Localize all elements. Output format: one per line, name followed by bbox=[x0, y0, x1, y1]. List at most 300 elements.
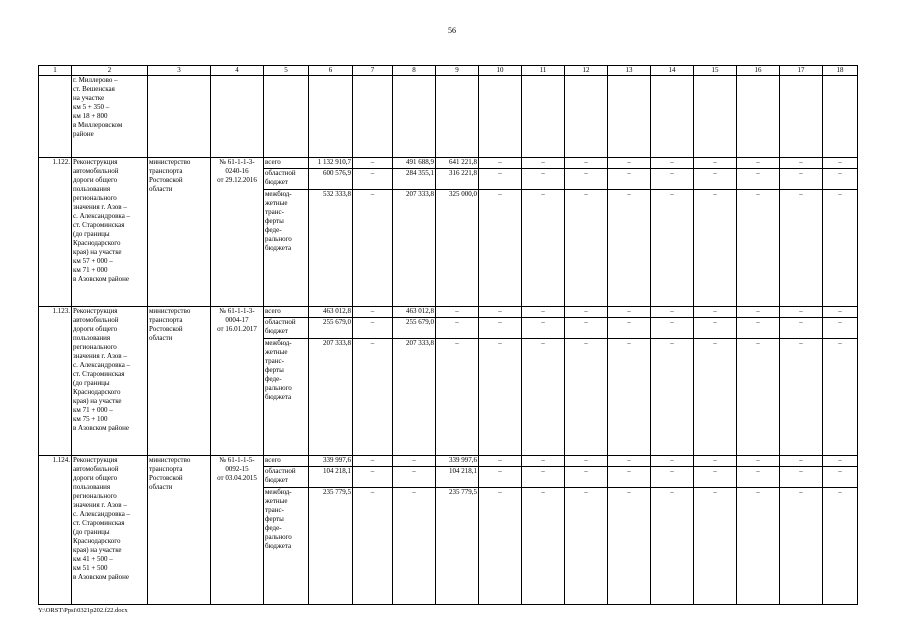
empty-mark: – bbox=[541, 158, 545, 166]
column-number: 7 bbox=[353, 66, 393, 76]
column-number: 5 bbox=[264, 66, 309, 76]
cell-line: жетные bbox=[265, 497, 288, 505]
amount-value: 339 997,6 bbox=[323, 456, 351, 464]
amount-value: 600 576,9 bbox=[323, 169, 351, 177]
dash-cell bbox=[565, 488, 608, 605]
amount-value: 491 688,9 bbox=[406, 158, 434, 166]
amount-cell bbox=[436, 169, 479, 190]
cell-line: № 61-1-1-3- bbox=[219, 307, 255, 315]
table-row bbox=[39, 307, 858, 318]
empty-mark: – bbox=[799, 307, 803, 315]
empty-mark: – bbox=[670, 190, 674, 198]
cell-empty bbox=[264, 76, 309, 158]
row-number-cell bbox=[39, 307, 72, 456]
cell-empty bbox=[694, 76, 737, 158]
dash-cell bbox=[651, 339, 694, 456]
column-number: 12 bbox=[565, 66, 608, 76]
amount-cell bbox=[393, 488, 436, 605]
cell-line: № 61-1-1-3- bbox=[219, 158, 255, 166]
column-number: 18 bbox=[823, 66, 858, 76]
amount-cell bbox=[436, 307, 479, 318]
cell-empty bbox=[353, 76, 393, 158]
amount-cell bbox=[353, 318, 393, 339]
cell-line: пользования bbox=[73, 483, 111, 491]
cell-line: области bbox=[149, 334, 173, 342]
cell-line: бюджет bbox=[265, 178, 288, 186]
empty-mark: – bbox=[838, 339, 842, 347]
cell-line: транспорта bbox=[149, 167, 183, 175]
empty-mark: – bbox=[756, 467, 760, 475]
dash-cell bbox=[651, 190, 694, 307]
cell-line: Краснодарского bbox=[73, 388, 121, 396]
cell-line: ферты bbox=[265, 366, 284, 374]
dash-cell bbox=[694, 318, 737, 339]
dash-cell bbox=[694, 190, 737, 307]
object-name-cell bbox=[72, 158, 148, 307]
cell-line: ферты bbox=[265, 515, 284, 523]
dash-cell bbox=[565, 456, 608, 467]
dash-cell bbox=[608, 169, 651, 190]
cell-line: всего bbox=[265, 456, 281, 464]
empty-mark: – bbox=[584, 488, 588, 496]
funding-source-cell bbox=[264, 456, 309, 467]
empty-mark: – bbox=[799, 467, 803, 475]
amount-cell bbox=[309, 339, 353, 456]
cell-empty bbox=[522, 76, 565, 158]
empty-mark: – bbox=[541, 318, 545, 326]
cell-line: министерство bbox=[149, 456, 191, 464]
column-number: 13 bbox=[608, 66, 651, 76]
funding-source-cell bbox=[264, 307, 309, 318]
dash-cell bbox=[608, 190, 651, 307]
amount-value: 1 132 910,7 bbox=[317, 158, 351, 166]
cell-line: края) на участке bbox=[73, 248, 122, 256]
dash-cell bbox=[780, 169, 823, 190]
cell-line: края) на участке bbox=[73, 546, 122, 554]
cell-line: км 71 + 000 bbox=[73, 266, 108, 274]
empty-mark: – bbox=[670, 456, 674, 464]
cell-line: ферты bbox=[265, 217, 284, 225]
empty-mark: – bbox=[670, 318, 674, 326]
empty-mark: – bbox=[627, 158, 631, 166]
dash-cell bbox=[479, 307, 522, 318]
column-number: 2 bbox=[72, 66, 148, 76]
cell-line: области bbox=[149, 185, 173, 193]
amount-value: – bbox=[412, 456, 416, 464]
cell-line: Реконструкция bbox=[73, 307, 118, 315]
cell-empty bbox=[148, 76, 211, 158]
cell-line: межбюд- bbox=[265, 339, 292, 347]
dash-cell bbox=[522, 158, 565, 169]
empty-mark: – bbox=[838, 307, 842, 315]
cell-line: км 51 + 500 bbox=[73, 564, 108, 572]
dash-cell bbox=[694, 488, 737, 605]
cell-line: в Азовском районе bbox=[73, 275, 130, 283]
empty-mark: – bbox=[838, 169, 842, 177]
empty-mark: – bbox=[799, 456, 803, 464]
dash-cell bbox=[522, 339, 565, 456]
empty-mark: – bbox=[670, 339, 674, 347]
cell-line: жетные bbox=[265, 199, 288, 207]
amount-cell bbox=[353, 190, 393, 307]
dash-cell bbox=[823, 488, 858, 605]
empty-mark: – bbox=[799, 318, 803, 326]
amount-value: 339 997,6 bbox=[449, 456, 477, 464]
amount-cell bbox=[309, 318, 353, 339]
cell-line: бюджет bbox=[265, 476, 288, 484]
amount-cell bbox=[353, 467, 393, 488]
empty-mark: – bbox=[627, 318, 631, 326]
dash-cell bbox=[694, 456, 737, 467]
dash-cell bbox=[823, 158, 858, 169]
column-number: 16 bbox=[737, 66, 780, 76]
amount-value: 641 221,8 bbox=[449, 158, 477, 166]
empty-mark: – bbox=[756, 456, 760, 464]
amount-value: 235 779,5 bbox=[449, 488, 477, 496]
dash-cell bbox=[479, 456, 522, 467]
amount-value: – bbox=[370, 158, 375, 166]
cell-empty bbox=[565, 76, 608, 158]
empty-mark: – bbox=[584, 318, 588, 326]
dash-cell bbox=[608, 307, 651, 318]
empty-mark: – bbox=[670, 467, 674, 475]
dash-cell bbox=[823, 190, 858, 307]
amount-cell bbox=[309, 169, 353, 190]
funding-source-cell bbox=[264, 339, 309, 456]
cell-line: рального bbox=[265, 235, 292, 243]
empty-mark: – bbox=[541, 488, 545, 496]
dash-cell bbox=[651, 488, 694, 605]
dash-cell bbox=[479, 488, 522, 605]
cell-line: автомобильной bbox=[73, 167, 119, 175]
cell-line: км 57 + 000 – bbox=[73, 257, 113, 265]
dash-cell bbox=[694, 158, 737, 169]
empty-mark: – bbox=[713, 488, 717, 496]
executor-cell bbox=[148, 307, 211, 456]
page-number: 56 bbox=[448, 26, 456, 35]
cell-line: всего bbox=[265, 307, 281, 315]
amount-cell bbox=[436, 488, 479, 605]
amount-value: 235 779,5 bbox=[323, 488, 351, 496]
column-number: 1 bbox=[39, 66, 72, 76]
amount-cell bbox=[353, 339, 393, 456]
cell-line: Реконструкция bbox=[73, 456, 118, 464]
row-number: 1.124. bbox=[52, 456, 70, 464]
dash-cell bbox=[522, 169, 565, 190]
document-cell bbox=[211, 456, 264, 605]
amount-cell bbox=[393, 467, 436, 488]
dash-cell bbox=[823, 467, 858, 488]
column-number-row bbox=[39, 66, 858, 76]
empty-mark: – bbox=[541, 339, 545, 347]
dash-cell bbox=[651, 307, 694, 318]
empty-mark: – bbox=[541, 307, 545, 315]
dash-cell bbox=[522, 318, 565, 339]
continuation-row bbox=[39, 76, 858, 158]
empty-mark: – bbox=[627, 456, 631, 464]
cell-empty bbox=[309, 76, 353, 158]
dash-cell bbox=[694, 307, 737, 318]
amount-cell bbox=[393, 307, 436, 318]
amount-cell bbox=[436, 467, 479, 488]
dash-cell bbox=[479, 339, 522, 456]
amount-cell bbox=[353, 169, 393, 190]
cell-line: регионального bbox=[73, 492, 117, 500]
empty-mark: – bbox=[713, 158, 717, 166]
cell-line: в Азовском районе bbox=[73, 573, 130, 581]
dash-cell bbox=[565, 190, 608, 307]
cell-line: транс- bbox=[265, 357, 284, 365]
cell-line: транспорта bbox=[149, 316, 183, 324]
funding-source-cell bbox=[264, 169, 309, 190]
empty-mark: – bbox=[584, 456, 588, 464]
dash-cell bbox=[565, 307, 608, 318]
column-number: 15 bbox=[694, 66, 737, 76]
dash-cell bbox=[479, 169, 522, 190]
cell-line: от 03.04.2015 bbox=[217, 474, 257, 482]
cell-line: км 18 + 800 bbox=[73, 112, 108, 120]
cell-line: значения г. Азов – bbox=[73, 203, 127, 211]
dash-cell bbox=[608, 318, 651, 339]
dash-cell bbox=[479, 318, 522, 339]
empty-mark: – bbox=[670, 158, 674, 166]
empty-mark: – bbox=[498, 190, 502, 198]
amount-value: 325 000,0 bbox=[449, 190, 477, 198]
amount-value: 207 333,8 bbox=[323, 339, 351, 347]
amount-cell bbox=[393, 158, 436, 169]
dash-cell bbox=[823, 339, 858, 456]
dash-cell bbox=[694, 467, 737, 488]
amount-value: – bbox=[370, 190, 375, 198]
cell-line: жетные bbox=[265, 348, 288, 356]
empty-mark: – bbox=[541, 467, 545, 475]
amount-cell bbox=[393, 318, 436, 339]
empty-mark: – bbox=[756, 318, 760, 326]
cell-line: 0004-17 bbox=[225, 316, 249, 324]
amount-value: 463 012,8 bbox=[323, 307, 351, 315]
amount-value: – bbox=[455, 307, 459, 315]
cell-empty bbox=[436, 76, 479, 158]
cell-empty bbox=[608, 76, 651, 158]
cell-line: регионального bbox=[73, 194, 117, 202]
amount-cell bbox=[393, 190, 436, 307]
cell-line: Краснодарского bbox=[73, 239, 121, 247]
cell-line: бюджета bbox=[265, 393, 292, 401]
dash-cell bbox=[651, 456, 694, 467]
empty-mark: – bbox=[627, 169, 631, 177]
empty-mark: – bbox=[584, 467, 588, 475]
cell-line: областной bbox=[265, 318, 296, 326]
amount-cell bbox=[353, 307, 393, 318]
dash-cell bbox=[737, 158, 780, 169]
column-number: 17 bbox=[780, 66, 823, 76]
empty-mark: – bbox=[799, 339, 803, 347]
amount-cell bbox=[436, 318, 479, 339]
empty-mark: – bbox=[584, 169, 588, 177]
empty-mark: – bbox=[756, 307, 760, 315]
dash-cell bbox=[780, 307, 823, 318]
dash-cell bbox=[737, 190, 780, 307]
object-name-cell bbox=[72, 76, 148, 158]
cell-line: Ростовской bbox=[149, 474, 183, 482]
cell-line: 0240-16 bbox=[225, 167, 249, 175]
empty-mark: – bbox=[838, 488, 842, 496]
dash-cell bbox=[608, 456, 651, 467]
cell-line: в Азовском районе bbox=[73, 424, 130, 432]
cell-line: рального bbox=[265, 533, 292, 541]
cell-line: Ростовской bbox=[149, 176, 183, 184]
dash-cell bbox=[565, 318, 608, 339]
empty-mark: – bbox=[838, 318, 842, 326]
empty-mark: – bbox=[498, 456, 502, 464]
amount-value: 104 218,1 bbox=[323, 467, 351, 475]
funding-source-cell bbox=[264, 190, 309, 307]
amount-cell bbox=[393, 456, 436, 467]
empty-mark: – bbox=[756, 169, 760, 177]
funding-source-cell bbox=[264, 158, 309, 169]
empty-mark: – bbox=[670, 488, 674, 496]
amount-cell bbox=[309, 456, 353, 467]
dash-cell bbox=[737, 318, 780, 339]
cell-line: края) на участке bbox=[73, 397, 122, 405]
empty-mark: – bbox=[799, 169, 803, 177]
table-row bbox=[39, 456, 858, 467]
amount-cell bbox=[309, 190, 353, 307]
empty-mark: – bbox=[756, 488, 760, 496]
dash-cell bbox=[823, 318, 858, 339]
empty-mark: – bbox=[756, 339, 760, 347]
dash-cell bbox=[780, 467, 823, 488]
amount-cell bbox=[436, 190, 479, 307]
cell-line: от 16.01.2017 bbox=[217, 325, 257, 333]
empty-mark: – bbox=[584, 339, 588, 347]
cell-line: межбюд- bbox=[265, 488, 292, 496]
column-number: 14 bbox=[651, 66, 694, 76]
cell-line: ст. Староминская bbox=[73, 221, 125, 229]
dash-cell bbox=[737, 307, 780, 318]
cell-line: всего bbox=[265, 158, 281, 166]
amount-value: 104 218,1 bbox=[449, 467, 477, 475]
dash-cell bbox=[565, 467, 608, 488]
dash-cell bbox=[608, 158, 651, 169]
cell-line: км 75 + 100 bbox=[73, 415, 108, 423]
cell-line: транспорта bbox=[149, 465, 183, 473]
document-cell bbox=[211, 158, 264, 307]
dash-cell bbox=[694, 339, 737, 456]
cell-line: (до границы bbox=[73, 379, 110, 387]
dash-cell bbox=[780, 339, 823, 456]
cell-line: значения г. Азов – bbox=[73, 352, 127, 360]
cell-line: министерство bbox=[149, 158, 191, 166]
cell-line: Краснодарского bbox=[73, 537, 121, 545]
cell-line: пользования bbox=[73, 185, 111, 193]
cell-line: 0092-15 bbox=[225, 465, 249, 473]
file-path-footer: Y:\ORST\Ppsi\0321p202.f22.docx bbox=[38, 607, 128, 614]
empty-mark: – bbox=[838, 456, 842, 464]
empty-mark: – bbox=[838, 467, 842, 475]
dash-cell bbox=[823, 456, 858, 467]
dash-cell bbox=[780, 488, 823, 605]
column-number: 4 bbox=[211, 66, 264, 76]
cell-line: автомобильной bbox=[73, 465, 119, 473]
dash-cell bbox=[608, 339, 651, 456]
cell-line: № 61-1-1-5- bbox=[219, 456, 255, 464]
amount-value: – bbox=[370, 456, 375, 464]
amount-value: 532 333,8 bbox=[323, 190, 351, 198]
empty-mark: – bbox=[584, 307, 588, 315]
dash-cell bbox=[565, 339, 608, 456]
empty-mark: – bbox=[799, 488, 803, 496]
empty-mark: – bbox=[713, 339, 717, 347]
cell-empty bbox=[737, 76, 780, 158]
dash-cell bbox=[651, 467, 694, 488]
amount-value: – bbox=[455, 318, 459, 326]
empty-mark: – bbox=[713, 190, 717, 198]
empty-mark: – bbox=[713, 169, 717, 177]
amount-value: – bbox=[370, 169, 375, 177]
cell-line: областной bbox=[265, 467, 296, 475]
empty-mark: – bbox=[627, 190, 631, 198]
empty-mark: – bbox=[627, 488, 631, 496]
amount-value: 316 221,8 bbox=[449, 169, 477, 177]
empty-mark: – bbox=[627, 467, 631, 475]
dash-cell bbox=[479, 467, 522, 488]
empty-mark: – bbox=[713, 456, 717, 464]
cell-empty bbox=[211, 76, 264, 158]
empty-mark: – bbox=[541, 190, 545, 198]
dash-cell bbox=[780, 190, 823, 307]
column-number: 6 bbox=[309, 66, 353, 76]
funding-source-cell bbox=[264, 488, 309, 605]
object-name-cell bbox=[72, 456, 148, 605]
row-number-cell bbox=[39, 158, 72, 307]
cell-line: районе bbox=[73, 130, 94, 138]
cell-line: (до границы bbox=[73, 528, 110, 536]
funding-source-cell bbox=[264, 467, 309, 488]
object-name-cell bbox=[72, 307, 148, 456]
column-number: 10 bbox=[479, 66, 522, 76]
empty-mark: – bbox=[541, 169, 545, 177]
cell-line: (до границы bbox=[73, 230, 110, 238]
dash-cell bbox=[522, 456, 565, 467]
cell-line: области bbox=[149, 483, 173, 491]
cell-line: дороги общего bbox=[73, 474, 118, 482]
cell-line: с. Александровка – bbox=[73, 510, 131, 518]
empty-mark: – bbox=[498, 169, 502, 177]
amount-value: – bbox=[370, 307, 375, 315]
amount-cell bbox=[353, 456, 393, 467]
cell-line: дороги общего bbox=[73, 176, 118, 184]
column-number: 9 bbox=[436, 66, 479, 76]
amount-cell bbox=[353, 158, 393, 169]
dash-cell bbox=[565, 158, 608, 169]
amount-cell bbox=[436, 339, 479, 456]
cell-line: на участке bbox=[73, 94, 105, 102]
row-number: 1.122. bbox=[52, 158, 70, 166]
amount-cell bbox=[309, 467, 353, 488]
cell-line: Ростовской bbox=[149, 325, 183, 333]
dash-cell bbox=[479, 158, 522, 169]
amount-value: – bbox=[370, 339, 375, 347]
dash-cell bbox=[780, 318, 823, 339]
empty-mark: – bbox=[627, 307, 631, 315]
cell-line: Реконструкция bbox=[73, 158, 118, 166]
cell-line: с. Александровка – bbox=[73, 212, 131, 220]
empty-mark: – bbox=[756, 158, 760, 166]
dash-cell bbox=[608, 488, 651, 605]
cell-line: ст. Вешенская bbox=[73, 85, 115, 93]
financing-table bbox=[38, 65, 858, 605]
